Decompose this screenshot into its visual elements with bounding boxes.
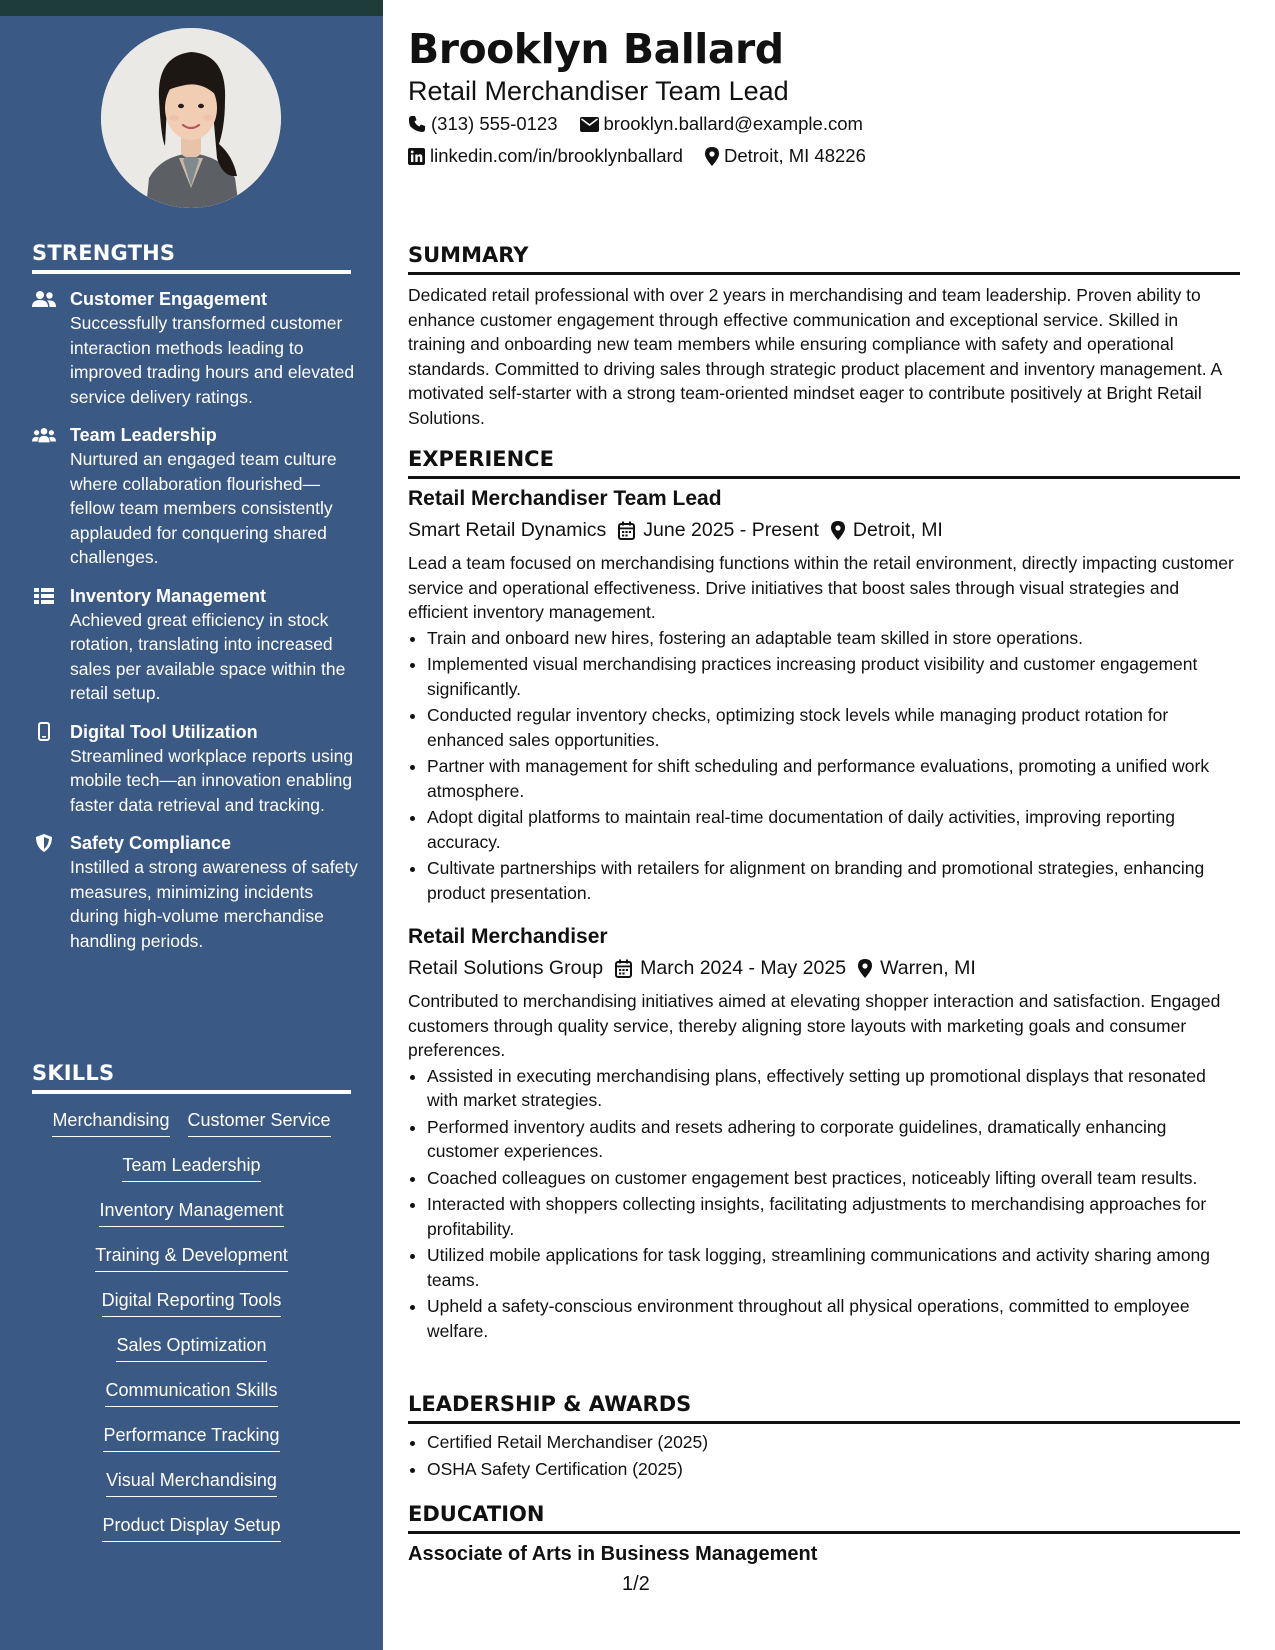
job-location xyxy=(858,954,976,982)
profile-photo xyxy=(101,28,281,208)
job-description: Contributed to merchandising initiatives aimed at elevating shopper interaction and satisfaction. Engaged customers through quality service, thereby aligning store layouts with marketing goals and consumer preferences. xyxy=(408,991,1221,1060)
job-bullet: • Train and onboard new hires, fostering an adaptable team skilled in store operations. xyxy=(427,626,1240,651)
education-heading: EDUCATION xyxy=(408,1500,1240,1534)
contact-location xyxy=(705,145,866,167)
skill-tag: Team Leadership xyxy=(122,1153,260,1182)
skill-row xyxy=(32,1288,351,1333)
strength-description: Successfully transformed customer interaction methods leading to improved trading hours and elevated service delivery ratings. xyxy=(70,313,355,407)
strengths-list xyxy=(32,287,362,967)
skill-tag: Training & Development xyxy=(95,1243,287,1272)
contact-row xyxy=(408,113,863,135)
job-meta xyxy=(408,516,1240,544)
summary-text: Dedicated retail professional with over 2 years in merchandising and team leadership. Proven ability to enhance customer engagement through effective communication and exceptional service. Skilled in training and onboarding new team members while ensuring compliance with safety and operational standards. Committed to driving sales through strategic product placement and inventory management. A motivated self-starter with a strong team-oriented mindset eager to contribute positively at Bright Retail Solutions. xyxy=(408,285,1222,428)
strength-item xyxy=(32,584,362,706)
skills-heading: SKILLS xyxy=(32,1061,351,1094)
job-bullet: • Implemented visual merchandising practices increasing product visibility and customer engagement significantly. xyxy=(427,652,1240,701)
map-pin-icon xyxy=(705,147,719,166)
calendar-icon xyxy=(618,521,635,540)
phone-icon xyxy=(408,115,426,133)
strength-description: Streamlined workplace reports using mobile tech—an innovation enabling faster data retrieval and tracking. xyxy=(70,745,354,815)
skill-tag: Merchandising xyxy=(52,1108,169,1137)
strengths-heading: STRENGTHS xyxy=(32,241,351,274)
education-degree: Associate of Arts in Business Management xyxy=(408,1543,818,1565)
job-bullet: • Cultivate partnerships with retailers for alignment on branding and promotional strategies, enhancing product presentation. xyxy=(427,856,1240,905)
job-bullet: • Adopt digital platforms to maintain real-time documentation of daily activities, improving reporting accuracy. xyxy=(427,805,1240,854)
skill-tag: Customer Service xyxy=(188,1108,331,1137)
job-role: Retail Merchandiser xyxy=(408,925,608,948)
job-bullet: • Conducted regular inventory checks, optimizing stock levels while managing product rotation for enhanced sales opportunities. xyxy=(427,703,1240,752)
job-bullet: • Upheld a safety-conscious environment throughout all physical operations, committed to employee welfare. xyxy=(427,1294,1240,1343)
job-meta xyxy=(408,954,1240,982)
map-pin-icon xyxy=(858,959,872,978)
job-dates xyxy=(615,954,846,982)
envelope-icon xyxy=(580,117,599,132)
skill-row xyxy=(32,1468,351,1513)
job-bullet: • Performed inventory audits and resets adhering to corporate guidelines, dramatically enhancing customer experiences. xyxy=(427,1115,1240,1164)
strength-item xyxy=(32,423,362,570)
experience-job xyxy=(408,485,1240,907)
skill-tag: Inventory Management xyxy=(99,1198,283,1227)
skill-row xyxy=(32,1513,351,1558)
summary-section xyxy=(408,241,1240,430)
map-pin-icon xyxy=(831,521,845,540)
job-bullet: • Utilized mobile applications for task logging, streamlining communications and activity sharing among teams. xyxy=(427,1243,1240,1292)
skill-tag: Communication Skills xyxy=(105,1378,277,1407)
education-section xyxy=(408,1500,1240,1568)
strength-title: Customer Engagement xyxy=(70,289,268,309)
job-dates xyxy=(618,516,819,544)
skill-tag: Sales Optimization xyxy=(116,1333,266,1362)
skill-tag: Visual Merchandising xyxy=(106,1468,277,1497)
job-location-text: Warren, MI xyxy=(880,957,976,979)
contact-email[interactable] xyxy=(580,113,863,135)
awards-heading: LEADERSHIP & AWARDS xyxy=(408,1390,1240,1424)
strength-item xyxy=(32,287,362,409)
strength-description: Nurtured an engaged team culture where collaboration flourished—fellow team members consistently applauded for conquering shared challenges. xyxy=(70,449,337,567)
shield-icon xyxy=(32,833,56,853)
strength-description: Achieved great efficiency in stock rotation, translating into increased sales per available space within the retail setup. xyxy=(70,609,346,703)
sidebar-top-bar xyxy=(0,0,383,16)
strength-item xyxy=(32,831,362,953)
linkedin-text: linkedin.com/in/brooklynballard xyxy=(430,145,683,166)
job-role: Retail Merchandiser Team Lead xyxy=(408,487,722,510)
job-location xyxy=(831,516,943,544)
page-number: 1/2 xyxy=(622,1573,650,1595)
skill-tag: Performance Tracking xyxy=(103,1423,279,1452)
sidebar xyxy=(0,0,383,1650)
strength-item xyxy=(32,720,362,818)
job-bullet: • Coached colleagues on customer engagement best practices, noticeably lifting overall team results. xyxy=(427,1166,1240,1191)
awards-list xyxy=(408,1430,1240,1481)
experience-heading: EXPERIENCE xyxy=(408,445,1240,479)
users-icon xyxy=(32,289,56,309)
contact-phone[interactable] xyxy=(408,113,558,135)
contact-linkedin[interactable] xyxy=(408,145,683,167)
skill-row xyxy=(32,1333,351,1378)
skill-row xyxy=(32,1153,351,1198)
job-description: Lead a team focused on merchandising functions within the retail environment, directly impacting customer service and operational effectiveness. Drive initiatives that boost sales through visual strategies and efficient inventory management. xyxy=(408,553,1234,622)
strength-title: Inventory Management xyxy=(70,585,267,606)
strength-title: Team Leadership xyxy=(70,425,217,445)
mobile-icon xyxy=(32,722,56,742)
awards-section xyxy=(408,1390,1240,1483)
team-icon xyxy=(32,425,56,445)
phone-text: (313) 555-0123 xyxy=(431,113,558,134)
contact-row xyxy=(408,145,866,167)
skill-row xyxy=(32,1108,351,1153)
skill-row xyxy=(32,1243,351,1288)
skills-list xyxy=(32,1108,351,1558)
job-bullet: • Interacted with shoppers collecting insights, facilitating adjustments to merchandising approaches for profitability. xyxy=(427,1192,1240,1241)
profile-photo-illustration xyxy=(101,28,281,208)
skill-tag: Product Display Setup xyxy=(102,1513,280,1542)
award-item: • Certified Retail Merchandiser (2025) xyxy=(427,1430,1240,1455)
strength-title: Safety Compliance xyxy=(70,833,232,853)
candidate-title: Retail Merchandiser Team Lead xyxy=(408,76,789,106)
strength-description: Instilled a strong awareness of safety measures, minimizing incidents during high-volume merchandise handling periods. xyxy=(70,857,358,951)
job-bullets xyxy=(408,1064,1240,1344)
calendar-icon xyxy=(615,959,632,978)
experience-section xyxy=(408,445,1240,479)
skill-tag: Digital Reporting Tools xyxy=(102,1288,282,1317)
job-bullets xyxy=(408,626,1240,906)
skill-row xyxy=(32,1378,351,1423)
strength-title: Digital Tool Utilization xyxy=(70,721,258,742)
candidate-name: Brooklyn Ballard xyxy=(408,25,784,73)
award-item: • OSHA Safety Certification (2025) xyxy=(427,1457,1240,1482)
experience-job xyxy=(408,923,1240,1345)
job-company: Smart Retail Dynamics xyxy=(408,519,607,541)
job-bullet: • Partner with management for shift scheduling and performance evaluations, promoting a unified work atmosphere. xyxy=(427,754,1240,803)
job-location-text: Detroit, MI xyxy=(852,519,943,541)
job-dates-text: March 2024 - May 2025 xyxy=(640,957,847,979)
skill-row xyxy=(32,1198,351,1243)
list-icon xyxy=(32,586,56,606)
linkedin-icon xyxy=(408,148,425,165)
job-dates-text: June 2025 - Present xyxy=(643,519,819,541)
email-text: brooklyn.ballard@example.com xyxy=(603,113,863,134)
job-company: Retail Solutions Group xyxy=(408,957,604,979)
summary-heading: SUMMARY xyxy=(408,241,1240,275)
skill-row xyxy=(32,1423,351,1468)
location-text: Detroit, MI 48226 xyxy=(723,145,866,166)
job-bullet: • Assisted in executing merchandising plans, effectively setting up promotional displays that resonated with market strategies. xyxy=(427,1064,1240,1113)
